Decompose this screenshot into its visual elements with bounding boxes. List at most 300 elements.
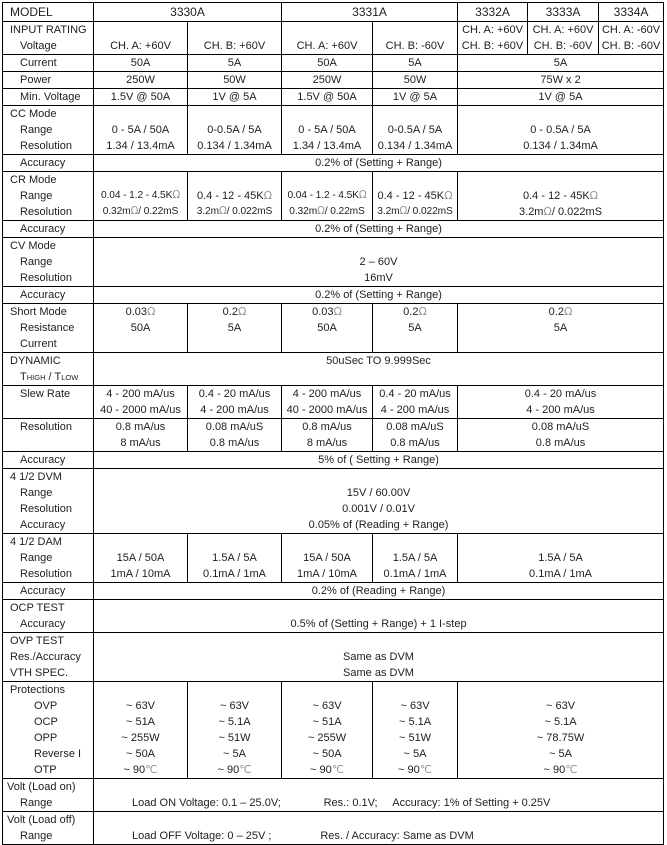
spec-value: CH. A: +60V — [532, 24, 594, 36]
row-current — [3, 55, 664, 72]
spec-value: 50W — [223, 74, 246, 86]
dynamic-cell — [94, 353, 664, 386]
row-label: Min. Voltage — [20, 91, 81, 103]
section-label: Volt (Load off) — [7, 814, 76, 826]
spec-value: 1.5A / 5A — [212, 552, 257, 564]
spec-value: 0.1mA / 1mA — [203, 568, 266, 580]
resolution-cell — [458, 419, 664, 452]
cc-mode-label-cell — [3, 106, 94, 155]
row-volt-load-off — [3, 812, 664, 845]
row-label: Power — [20, 74, 52, 86]
model-name: 3331A — [352, 5, 387, 19]
spec-value: 1V @ 5A — [392, 91, 438, 103]
accuracy-label-cell — [3, 583, 94, 600]
min-voltage-cell — [188, 89, 282, 106]
spec-value: CH. B: +60V — [461, 40, 524, 52]
high-subscript: HIGH — [26, 373, 46, 382]
accuracy-label-cell — [3, 155, 94, 172]
spec-value: 0 - 5A / 50A — [111, 124, 170, 136]
spec-value: 5A — [408, 57, 422, 69]
current-cell — [373, 55, 458, 72]
volt-load-off-cell — [94, 812, 664, 845]
row-label: VTH SPEC. — [10, 667, 69, 679]
row-label: Range — [20, 830, 53, 842]
spec-value: ~ 255W — [121, 732, 160, 744]
section-label: Short Mode — [10, 306, 67, 318]
row-label: Accuracy — [20, 618, 66, 630]
row-label: Resolution — [20, 206, 72, 218]
spec-value: 0.5% of (Setting + Range) + 1 I-step — [290, 618, 467, 630]
model-3331a-cell — [282, 3, 458, 22]
spec-value: ~ 51A — [312, 716, 342, 728]
spec-value: 0.2% of (Reading + Range) — [311, 585, 446, 597]
cr-cell — [282, 172, 373, 221]
spec-value: 0.4 - 20 mA/us — [379, 388, 451, 400]
protections-cell — [458, 682, 664, 779]
short-mode-cell — [458, 304, 664, 353]
cc-cell — [373, 106, 458, 155]
spec-value: ~ 90℃ — [309, 763, 345, 776]
spec-value: 15A / 50A — [303, 552, 351, 564]
power-cell — [94, 72, 188, 89]
spec-value: 4 - 200 mA/us — [380, 404, 450, 416]
row-dynamic — [3, 353, 664, 386]
current-cell — [94, 55, 188, 72]
accuracy-cell — [94, 583, 664, 600]
spec-value: 5A — [553, 322, 568, 334]
row-model — [3, 3, 664, 22]
spec-value: CH. A: +60V — [296, 40, 358, 52]
spec-value: Load OFF Voltage: 0 – 25V ; Res. / Accuracy: Same as DVM — [132, 830, 474, 842]
spec-value: 0.8 mA/us — [302, 421, 352, 433]
spec-value: ~ 5.1A — [544, 716, 577, 728]
spec-value: 15V / 60.00V — [346, 487, 411, 499]
row-cv-mode — [3, 238, 664, 287]
row-dvm — [3, 469, 664, 534]
spec-value: 1.5V @ 50A — [110, 91, 171, 103]
cr-cell — [373, 172, 458, 221]
spec-value: ~ 5.1A — [398, 716, 432, 728]
cr-mode-label-cell — [3, 172, 94, 221]
row-cc-accuracy — [3, 155, 664, 172]
spec-value: 16mV — [364, 272, 393, 284]
row-label: Accuracy — [20, 454, 66, 466]
spec-value: 0.8 mA/us — [115, 421, 166, 433]
spec-value: 0.8 mA/us — [209, 437, 260, 449]
spec-value: 0 - 5A / 50A — [298, 124, 356, 136]
section-label: Protections — [10, 684, 66, 696]
row-label: Resistance — [20, 322, 75, 334]
spec-value: 0.04 - 1.2 - 4.5KΩ — [100, 190, 181, 201]
cv-mode-label-cell — [3, 238, 94, 287]
accuracy-label-cell — [3, 452, 94, 469]
slew-cell — [282, 386, 373, 419]
spec-value: 3.2mΩ/ 0.022mS — [519, 205, 603, 218]
accuracy-cell — [94, 452, 664, 469]
spec-value: 5A — [408, 322, 422, 334]
section-label: OCP TEST — [10, 602, 65, 614]
min-voltage-cell — [282, 89, 373, 106]
spec-value: 0 - 0.5A / 5A — [530, 124, 591, 136]
spec-value: ~ 51A — [125, 716, 156, 728]
current-cell — [458, 55, 664, 72]
spec-value: 0.4 - 20 mA/us — [524, 388, 597, 400]
spec-value: 8 mA/us — [306, 437, 348, 449]
row-cr-mode — [3, 172, 664, 221]
ovp-test-cell — [94, 633, 664, 682]
ocp-test-label-cell — [3, 600, 94, 633]
power-cell — [188, 72, 282, 89]
spec-value: ~ 63V — [125, 700, 156, 712]
section-label: DYNAMIC — [10, 355, 61, 367]
row-label: OVP — [34, 700, 58, 712]
t-symbol: / T — [45, 371, 62, 383]
spec-value: 50A — [130, 322, 151, 334]
t-high-t-low-label — [3, 369, 93, 385]
spec-value: 0.1mA / 1mA — [529, 568, 593, 580]
row-slew-rate — [3, 386, 664, 419]
spec-value: 4 - 200 mA/us — [200, 404, 269, 416]
spec-value: ~ 51W — [218, 732, 251, 744]
spec-value: 0.2% of (Setting + Range) — [315, 289, 442, 301]
spec-value: 40 - 2000 mA/us — [286, 404, 368, 416]
row-label: Range — [20, 487, 53, 499]
spec-value: 0.08 mA/uS — [386, 421, 444, 433]
protections-cell — [373, 682, 458, 779]
accuracy-cell — [94, 287, 664, 304]
section-label: CR Mode — [10, 174, 57, 186]
spec-table — [2, 2, 664, 845]
row-label: Range — [20, 190, 53, 202]
row-label: Resolution — [20, 503, 72, 515]
spec-value: 1.5A / 5A — [538, 552, 583, 564]
spec-value: ~ 5A — [549, 748, 572, 760]
spec-value: 1V @ 5A — [538, 91, 583, 103]
ocp-test-cell — [94, 600, 664, 633]
input-rating-label-cell — [3, 22, 94, 55]
cc-cell — [458, 106, 664, 155]
spec-value: 5A — [227, 57, 242, 69]
spec-value: 0-0.5A / 5A — [207, 124, 262, 136]
cr-cell — [94, 172, 188, 221]
slew-cell — [188, 386, 282, 419]
row-label: Reverse I — [34, 748, 82, 760]
short-mode-label-cell — [3, 304, 94, 353]
cc-cell — [188, 106, 282, 155]
spec-value: 0.134 / 1.34mA — [197, 140, 272, 152]
spec-value: ~ 63V — [219, 700, 250, 712]
row-label: Range — [20, 797, 53, 809]
row-label: Current — [20, 338, 57, 350]
spec-value: 0.001V / 0.01V — [342, 503, 415, 515]
model-3334a-cell — [599, 3, 664, 22]
spec-value: Same as DVM — [343, 667, 414, 679]
cc-cell — [282, 106, 373, 155]
spec-value: CH. B: +60V — [203, 40, 266, 52]
spec-value: 15A / 50A — [116, 552, 165, 564]
spec-value: 0.4 - 12 - 45KΩ — [196, 189, 273, 202]
section-label: 4 1/2 DAM — [10, 536, 62, 548]
power-cell — [458, 72, 664, 89]
spec-value: 0.134 / 1.34mA — [523, 140, 598, 152]
row-label: Range — [20, 256, 53, 268]
spec-value: 0.2% of (Setting + Range) — [315, 223, 442, 235]
dvm-cell — [94, 469, 664, 534]
spec-value: CH. A: +60V — [462, 24, 523, 36]
dam-cell — [282, 534, 373, 583]
cr-cell — [188, 172, 282, 221]
spec-value: ~ 63V — [312, 700, 342, 712]
row-min-voltage — [3, 89, 664, 106]
row-label: Accuracy — [20, 585, 66, 597]
spec-value: 5A — [227, 322, 242, 334]
section-label: INPUT RATING — [10, 24, 87, 36]
row-dam-accuracy — [3, 583, 664, 600]
spec-value: 0.134 / 1.34mA — [377, 140, 453, 152]
spec-value: 50A — [317, 57, 337, 69]
t-symbol: T — [20, 371, 27, 383]
row-dynamic-accuracy — [3, 452, 664, 469]
spec-value: 250W — [312, 74, 342, 86]
current-cell — [282, 55, 373, 72]
voltage-cell — [188, 22, 282, 55]
spec-value: 5% of ( Setting + Range) — [318, 454, 439, 466]
spec-value: ~ 5A — [403, 748, 427, 760]
slew-rate-label-cell — [3, 386, 94, 419]
spec-value: ~ 50A — [125, 748, 156, 760]
row-label: Resolution — [20, 568, 72, 580]
row-label: Accuracy — [20, 223, 66, 235]
model-3332a-cell — [458, 3, 528, 22]
spec-value: 5A — [553, 57, 568, 69]
spec-value: CH. B: -60V — [533, 40, 593, 52]
cv-cell — [94, 238, 664, 287]
model-3330a-cell — [94, 3, 282, 22]
section-label: OVP TEST — [10, 635, 65, 647]
row-label: Voltage — [20, 40, 57, 52]
model-header-cell — [3, 3, 94, 22]
spec-value: ~ 5.1A — [218, 716, 251, 728]
spec-value: 1.34 / 13.4mA — [292, 140, 362, 152]
row-cc-mode — [3, 106, 664, 155]
spec-value: 8 mA/us — [120, 437, 161, 449]
spec-value: 3.2mΩ/ 0.022mS — [377, 206, 453, 217]
voltage-cell — [282, 22, 373, 55]
section-label: 4 1/2 DVM — [10, 471, 62, 483]
model-name: 3334A — [613, 5, 649, 19]
dam-label-cell — [3, 534, 94, 583]
short-mode-cell — [188, 304, 282, 353]
row-label: Accuracy — [20, 519, 66, 531]
spec-value: 4 - 200 mA/us — [106, 388, 175, 400]
spec-value: 4 - 200 mA/us — [292, 388, 362, 400]
power-cell — [373, 72, 458, 89]
row-volt-load-on — [3, 779, 664, 812]
row-label: Res./Accuracy — [10, 651, 81, 663]
dynamic-label-cell — [3, 353, 94, 386]
row-label: Range — [20, 124, 53, 136]
model-label: MODEL — [10, 5, 53, 19]
spec-value: 1.5A / 5A — [392, 552, 438, 564]
volt-load-on-cell — [94, 779, 664, 812]
model-name: 3332A — [475, 5, 510, 19]
model-name: 3333A — [545, 5, 581, 19]
protections-label-cell — [3, 682, 94, 779]
row-label: Accuracy — [20, 289, 66, 301]
spec-value: Same as DVM — [343, 651, 414, 663]
spec-value: 50uSec TO 9.999Sec — [326, 355, 431, 367]
dam-cell — [458, 534, 664, 583]
row-label: OPP — [34, 732, 58, 744]
spec-value: ~ 90℃ — [217, 763, 252, 776]
volt-load-on-label-cell — [3, 779, 94, 812]
spec-value: 1.5V @ 50A — [297, 91, 357, 103]
row-label: OCP — [34, 716, 58, 728]
spec-value: 0.1mA / 1mA — [383, 568, 447, 580]
spec-value: 0.03Ω — [312, 305, 342, 318]
resolution-label-cell — [3, 419, 94, 452]
spec-value: 2 – 60V — [359, 256, 398, 268]
resolution-cell — [94, 419, 188, 452]
ovp-test-label-cell — [3, 633, 94, 682]
row-label: Range — [20, 552, 53, 564]
voltage-cell — [528, 22, 599, 55]
row-dam — [3, 534, 664, 583]
protections-cell — [94, 682, 188, 779]
section-label: Volt (Load on) — [7, 781, 76, 793]
short-mode-cell — [373, 304, 458, 353]
current-label-cell — [3, 55, 94, 72]
row-label: Resolution — [20, 140, 72, 152]
row-ovp-test — [3, 633, 664, 682]
slew-cell — [94, 386, 188, 419]
row-label: OTP — [34, 764, 57, 776]
spec-value: 0.32mΩ/ 0.22mS — [289, 206, 365, 217]
spec-value: CH. A: +60V — [110, 40, 171, 52]
voltage-cell — [94, 22, 188, 55]
row-dynamic-resolution — [3, 419, 664, 452]
spec-value: ~ 90℃ — [397, 763, 433, 776]
low-subscript: LOW — [61, 373, 79, 382]
spec-value: 1.34 / 13.4mA — [106, 140, 175, 152]
dam-cell — [373, 534, 458, 583]
spec-value: 0.4 - 12 - 45KΩ — [377, 189, 453, 202]
protections-cell — [188, 682, 282, 779]
min-voltage-cell — [94, 89, 188, 106]
power-label-cell — [3, 72, 94, 89]
row-cr-accuracy — [3, 221, 664, 238]
row-label: Slew Rate — [20, 388, 71, 400]
accuracy-cell — [94, 155, 664, 172]
accuracy-cell — [94, 221, 664, 238]
spec-value: 1V @ 5A — [212, 91, 257, 103]
voltage-cell — [458, 22, 528, 55]
spec-value: 250W — [126, 74, 155, 86]
spec-value: 0.2Ω — [222, 305, 247, 318]
short-mode-cell — [282, 304, 373, 353]
dam-cell — [188, 534, 282, 583]
spec-value: ~ 63V — [400, 700, 430, 712]
accuracy-label-cell — [3, 221, 94, 238]
spec-value: 0.4 - 20 mA/us — [198, 388, 271, 400]
min-voltage-label-cell — [3, 89, 94, 106]
slew-cell — [458, 386, 664, 419]
model-name: 3330A — [170, 5, 205, 19]
resolution-cell — [188, 419, 282, 452]
section-label: CC Mode — [10, 108, 57, 120]
row-label: Current — [20, 57, 57, 69]
spec-value: 3.2mΩ/ 0.022mS — [196, 206, 273, 217]
spec-value: 0.05% of (Reading + Range) — [308, 519, 449, 531]
spec-value: CH. B: -60V — [385, 40, 445, 52]
spec-value: CH. A: -60V — [601, 24, 661, 36]
model-3333a-cell — [528, 3, 599, 22]
current-cell — [188, 55, 282, 72]
voltage-cell — [599, 22, 664, 55]
volt-load-off-label-cell — [3, 812, 94, 845]
row-label: Resolution — [20, 272, 72, 284]
accuracy-label-cell — [3, 287, 94, 304]
spec-value: 1mA / 10mA — [110, 568, 171, 580]
spec-value: 1mA / 10mA — [297, 568, 357, 580]
power-cell — [282, 72, 373, 89]
spec-value: 40 - 2000 mA/us — [100, 404, 181, 416]
spec-value: 4 - 200 mA/us — [526, 404, 595, 416]
spec-value: ~ 90℃ — [123, 763, 158, 776]
spec-value: 50A — [317, 322, 337, 334]
spec-value: Load ON Voltage: 0.1 – 25.0V; Res.: 0.1V; Accuracy: 1% of Setting + 0.25V — [132, 797, 551, 809]
row-label: Accuracy — [20, 157, 66, 169]
resolution-cell — [282, 419, 373, 452]
spec-value: 50A — [130, 57, 151, 69]
spec-value: ~ 50A — [312, 748, 342, 760]
spec-value: 0.03Ω — [125, 305, 156, 318]
spec-value: 0.8 mA/us — [535, 437, 586, 449]
row-label: Resolution — [20, 421, 72, 433]
dvm-label-cell — [3, 469, 94, 534]
spec-value: 0.08 mA/uS — [531, 421, 590, 433]
spec-value: 0.08 mA/uS — [205, 421, 264, 433]
spec-value: 0.04 - 1.2 - 4.5KΩ — [287, 190, 367, 201]
dam-cell — [94, 534, 188, 583]
spec-value: ~ 51W — [398, 732, 432, 744]
cr-cell — [458, 172, 664, 221]
spec-value: ~ 90℃ — [543, 763, 578, 776]
min-voltage-cell — [373, 89, 458, 106]
spec-value: 0.2Ω — [403, 305, 427, 318]
spec-value: CH. B: -60V — [601, 40, 661, 52]
voltage-cell — [373, 22, 458, 55]
spec-value: 0.32mΩ/ 0.22mS — [102, 206, 179, 217]
slew-cell — [373, 386, 458, 419]
row-short-mode — [3, 304, 664, 353]
spec-value: 0.4 - 12 - 45KΩ — [523, 189, 599, 202]
min-voltage-cell — [458, 89, 664, 106]
spec-value: ~ 78.75W — [536, 732, 585, 744]
protections-cell — [282, 682, 373, 779]
spec-value: 75W x 2 — [540, 74, 581, 86]
spec-value: 0-0.5A / 5A — [387, 124, 443, 136]
row-input-rating — [3, 22, 664, 55]
resolution-cell — [373, 419, 458, 452]
spec-value: ~ 5A — [223, 748, 246, 760]
section-label: CV Mode — [10, 240, 56, 252]
row-cv-accuracy — [3, 287, 664, 304]
spec-value: ~ 63V — [546, 700, 576, 712]
spec-value: 0.2Ω — [548, 305, 573, 318]
spec-value: 0.2% of (Setting + Range) — [315, 157, 442, 169]
spec-value: ~ 255W — [307, 732, 347, 744]
